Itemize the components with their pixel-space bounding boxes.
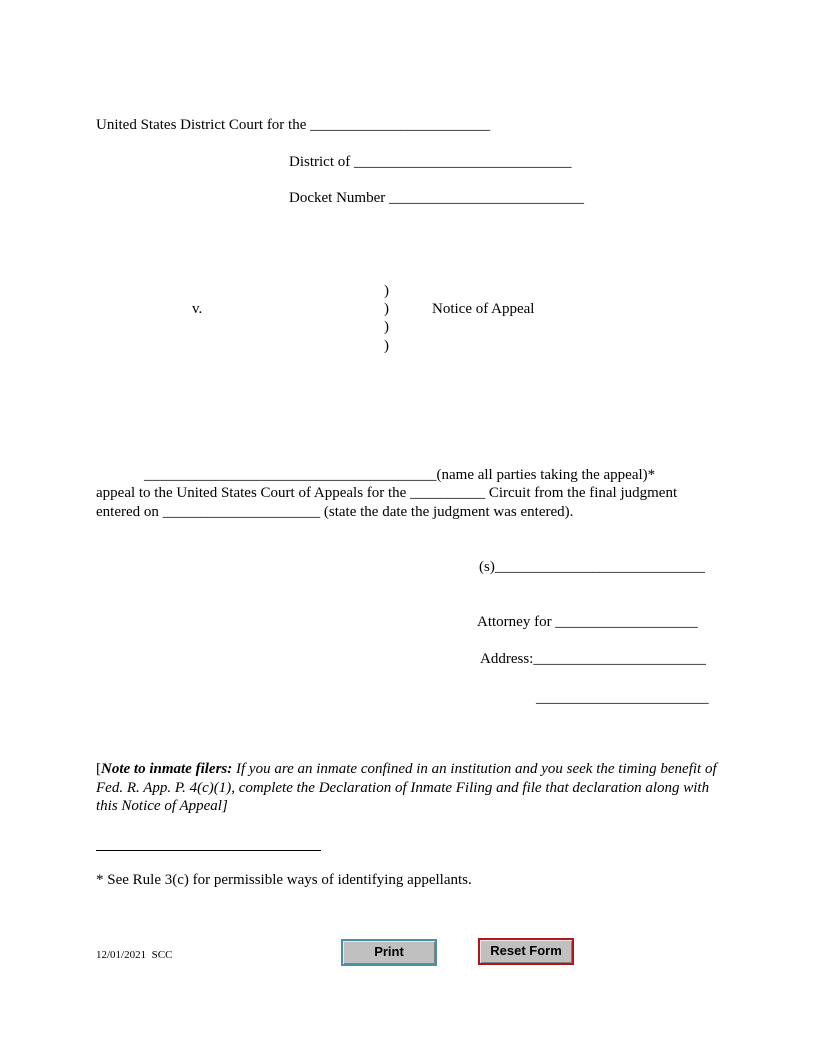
address-line-2: _______________________ [536,690,709,706]
signature-line: (s)____________________________ [479,559,705,575]
caption-paren-2: ) [384,301,389,317]
note-text: If you are an inmate confined in an institution and you seek the timing benefit of Fed. R. App. P. 4(c)(1), complete the Declaration of Inmate Filing and file that declaration along with this Notice of Appeal] [96,761,717,814]
caption-paren-4: ) [384,338,389,354]
print-button[interactable]: Print [341,939,437,966]
note-open-bracket: [ [96,761,101,777]
caption-paren-1: ) [384,283,389,299]
reset-form-button[interactable]: Reset Form [478,938,574,965]
footnote-text: * See Rule 3(c) for permissible ways of identifying appellants. [96,872,472,888]
district-line: District of _____________________________ [289,154,572,170]
document-title: Notice of Appeal [432,301,535,317]
form-revision-code: 12/01/2021 SCC [96,949,173,961]
address-line: Address:_______________________ [480,651,706,667]
inmate-filers-note [96,760,722,816]
appeal-circuit-line: appeal to the United States Court of Appeals for the __________ Circuit from the final judgment [96,485,678,501]
attorney-for-line: Attorney for ___________________ [477,614,698,630]
footnote-separator [96,850,321,851]
note-label: Note to inmate filers: [101,761,233,777]
court-line: United States District Court for the ________________________ [96,117,491,133]
caption-paren-3: ) [384,319,389,335]
judgment-date-line: entered on _____________________ (state the date the judgment was entered). [96,504,574,520]
docket-number-line: Docket Number __________________________ [289,190,584,206]
versus-label: v. [192,301,203,317]
appellants-line: _______________________________________(name all parties taking the appeal)* [144,467,656,483]
